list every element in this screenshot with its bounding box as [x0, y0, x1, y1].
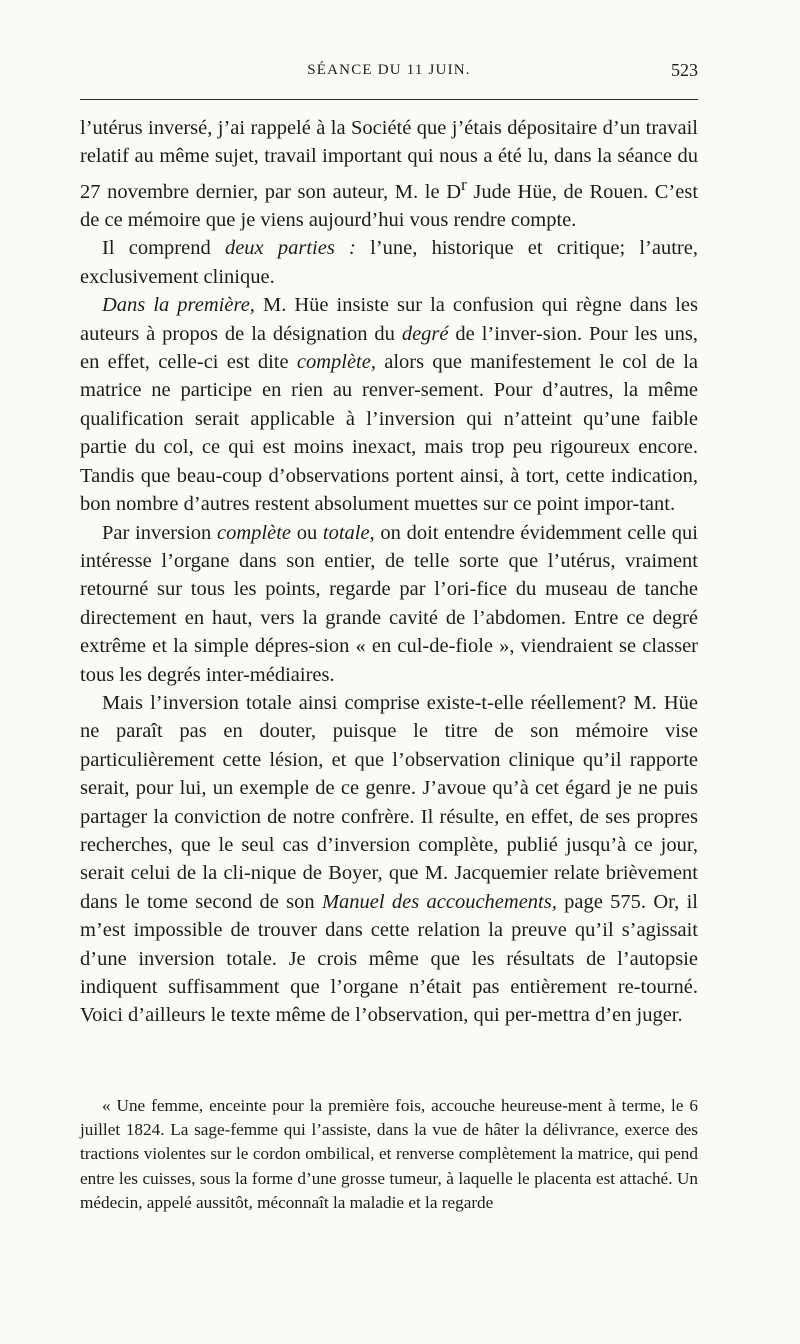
paragraph	[80, 519, 698, 689]
italic-text: Dans la première,	[102, 294, 255, 317]
paragraph	[80, 689, 698, 1030]
italic-text: Manuel des accouchements,	[321, 890, 557, 913]
italic-text: complète,	[296, 351, 376, 374]
text-run: Jude Hüe, de Rouen. C’est de ce mémoire que je viens aujourd’hui vous rendre compte.	[80, 180, 699, 232]
text-run: l’utérus inversé, j’ai rappelé à la Société que j’étais dépositaire d’un travail relatif au même sujet, travail important qui nous a été lu, dans la séance du 27 novembre dernier, par son auteur, M. le D	[80, 117, 698, 203]
paragraph	[80, 114, 698, 234]
italic-text: deux parties :	[224, 237, 356, 260]
header-rule	[80, 99, 698, 100]
running-title: SÉANCE DU 11 JUIN.	[307, 62, 471, 78]
body-text	[80, 114, 698, 1030]
page-header	[80, 60, 698, 90]
text-run: de l’inver-sion. Pour les uns, en effet, celle-ci est dite	[80, 322, 698, 374]
text-run: Par inversion	[102, 521, 217, 544]
page-number: 523	[671, 60, 698, 80]
paragraph	[80, 234, 698, 291]
italic-text: totale,	[322, 521, 375, 544]
superscript: r	[461, 174, 467, 194]
text-run: Il comprend	[102, 237, 225, 260]
text-run: Mais l’inversion totale ainsi comprise existe-t-elle réellement? M. Hüe ne paraît pas en douter, puisque le titre de son mémoire vise particulièrement cette lésion, et que l’observation clinique qu’il rapporte serait, pour lui, un exemple de ce genre. J’avoue qu’à cet égard je ne puis partager la conviction de notre confrère. Il résulte, en effet, de ses propres recherches, que le seul cas d’inversion complète, publié jusqu’à ce jour, serait celui de la cli-nique de Boyer, que M. Jacquemier relate brièvement dans le tome second de son	[80, 691, 698, 913]
text-run: on doit entendre évidemment celle qui intéresse l’organe dans son entier, de telle sorte que l’utérus, vraiment retourné sur tous les points, regarde par l’ori-fice du museau de tanche directement en haut, vers la grande cavité de l’abdomen. Entre ce degré extrême et la simple dépres-sion « en cul-de-fiole », viendraient se classer tous les degrés inter-médiaires.	[80, 521, 698, 686]
quoted-observation: « Une femme, enceinte pour la première fois, accouche heureuse-ment à terme, le 6 juillet 1824. La sage-femme qui l’assiste, dans la vue de hâter la délivrance, exerce des tractions violentes sur le cordon ombilical, et renverse complètement la matrice, qui pend entre les cuisses, sous la forme d’une grosse tumeur, à laquelle le placenta est attaché. Un médecin, appelé aussitôt, méconnaît la maladie et la regarde	[80, 1096, 698, 1212]
italic-text: complète	[217, 521, 291, 544]
italic-text: degré	[401, 322, 449, 345]
text-run: page 575. Or, il m’est impossible de trouver dans cette relation la preuve qu’il s’agissait d’une inversion totale. Je crois même que les résultats de l’autopsie indiquent suffisamment que l’organe n’était pas entièrement re-tourné. Voici d’ailleurs le texte même de l’observation, qui per-mettra d’en juger.	[80, 890, 698, 1027]
text-run: l’une, historique et critique; l’autre, exclusivement clinique.	[80, 237, 698, 288]
text-run: M. Hüe insiste sur la confusion qui règne dans les auteurs à propos de la désignation du	[80, 294, 698, 345]
text-run: ou	[291, 521, 323, 544]
paragraph	[80, 291, 698, 518]
text-run: alors que manifestement le col de la matrice ne participe en rien au renver-sement. Pour d’autres, la même qualification serait applicable à l’inversion qui n’atteint qu’une faible partie du col, ce qui est moins inexact, mais trop peu rigoureux encore. Tandis que beau-coup d’observations portent ainsi, à tort, cette indication, bon nombre d’autres restent absolument muettes sur ce point impor-tant.	[80, 351, 698, 516]
